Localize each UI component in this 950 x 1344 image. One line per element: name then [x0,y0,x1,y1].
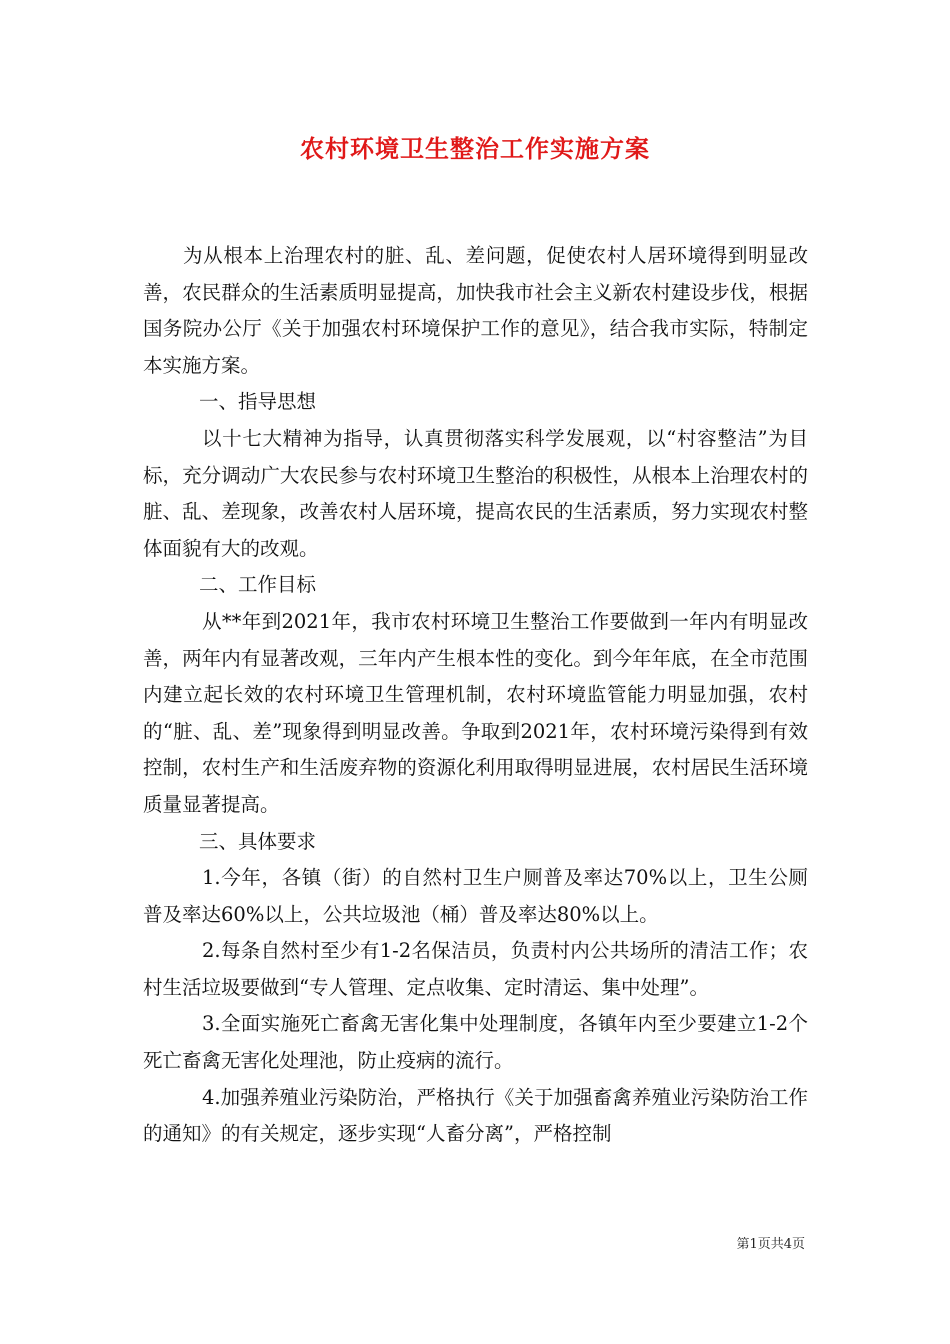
section-2-heading: 二、工作目标 [199,573,317,597]
requirement-item-4: 4.加强养殖业污染防治，严格执行《关于加强畜禽养殖业污染防治工作的通知》的有关规定，逐步实现“人畜分离”，严格控制 [143,1085,808,1146]
document-title: 农村环境卫生整治工作实施方案 [300,134,650,163]
requirement-item-3: 3.全面实施死亡畜禽无害化集中处理制度，各镇年内至少要建立1-2个死亡畜禽无害化处理池，防止疫病的流行。 [143,1012,808,1073]
page-number: 第1页共4页 [736,1237,805,1252]
intro-paragraph: 为从根本上治理农村的脏、乱、差问题，促使农村人居环境得到明显改善，农民群众的生活素质明显提高，加快我市社会主义新农村建设步伐，根据国务院办公厅《关于加强农村环境保护工作的意见》，结合我市实际，特制定本实施方案。 [143,244,808,377]
section-1-paragraph: 以十七大精神为指导，认真贯彻落实科学发展观，以“村容整洁”为目标，充分调动广大农民参与农村环境卫生整治的积极性，从根本上治理农村的脏、乱、差现象，改善农村人居环境，提高农民的生活素质，努力实现农村整体面貌有大的改观。 [143,426,808,560]
section-3-heading: 三、具体要求 [199,829,317,853]
requirement-item-1: 1.今年，各镇（街）的自然村卫生户厕普及率达70%以上，卫生公厕普及率达60%以上，公共垃圾池（桶）普及率达80%以上。 [143,866,808,926]
requirement-item-2: 2.每条自然村至少有1-2名保洁员，负责村内公共场所的清洁工作；农村生活垃圾要做到“专人管理、定点收集、定时清运、集中处理”。 [143,939,808,999]
section-1-heading: 一、指导思想 [199,390,317,414]
section-2-paragraph: 从**年到2021年，我市农村环境卫生整治工作要做到一年内有明显改善，两年内有显著改观，三年内产生根本性的变化。到今年年底，在全市范围内建立起长效的农村环境卫生管理机制，农村环境监管能力明显加强，农村的“脏、乱、差”现象得到明显改善。争取到2021年，农村环境污染得到有效控制，农村生产和生活废弃物的资源化利用取得明显进展，农村居民生活环境质量显著提高。 [143,609,808,816]
document-body [143,238,808,1153]
